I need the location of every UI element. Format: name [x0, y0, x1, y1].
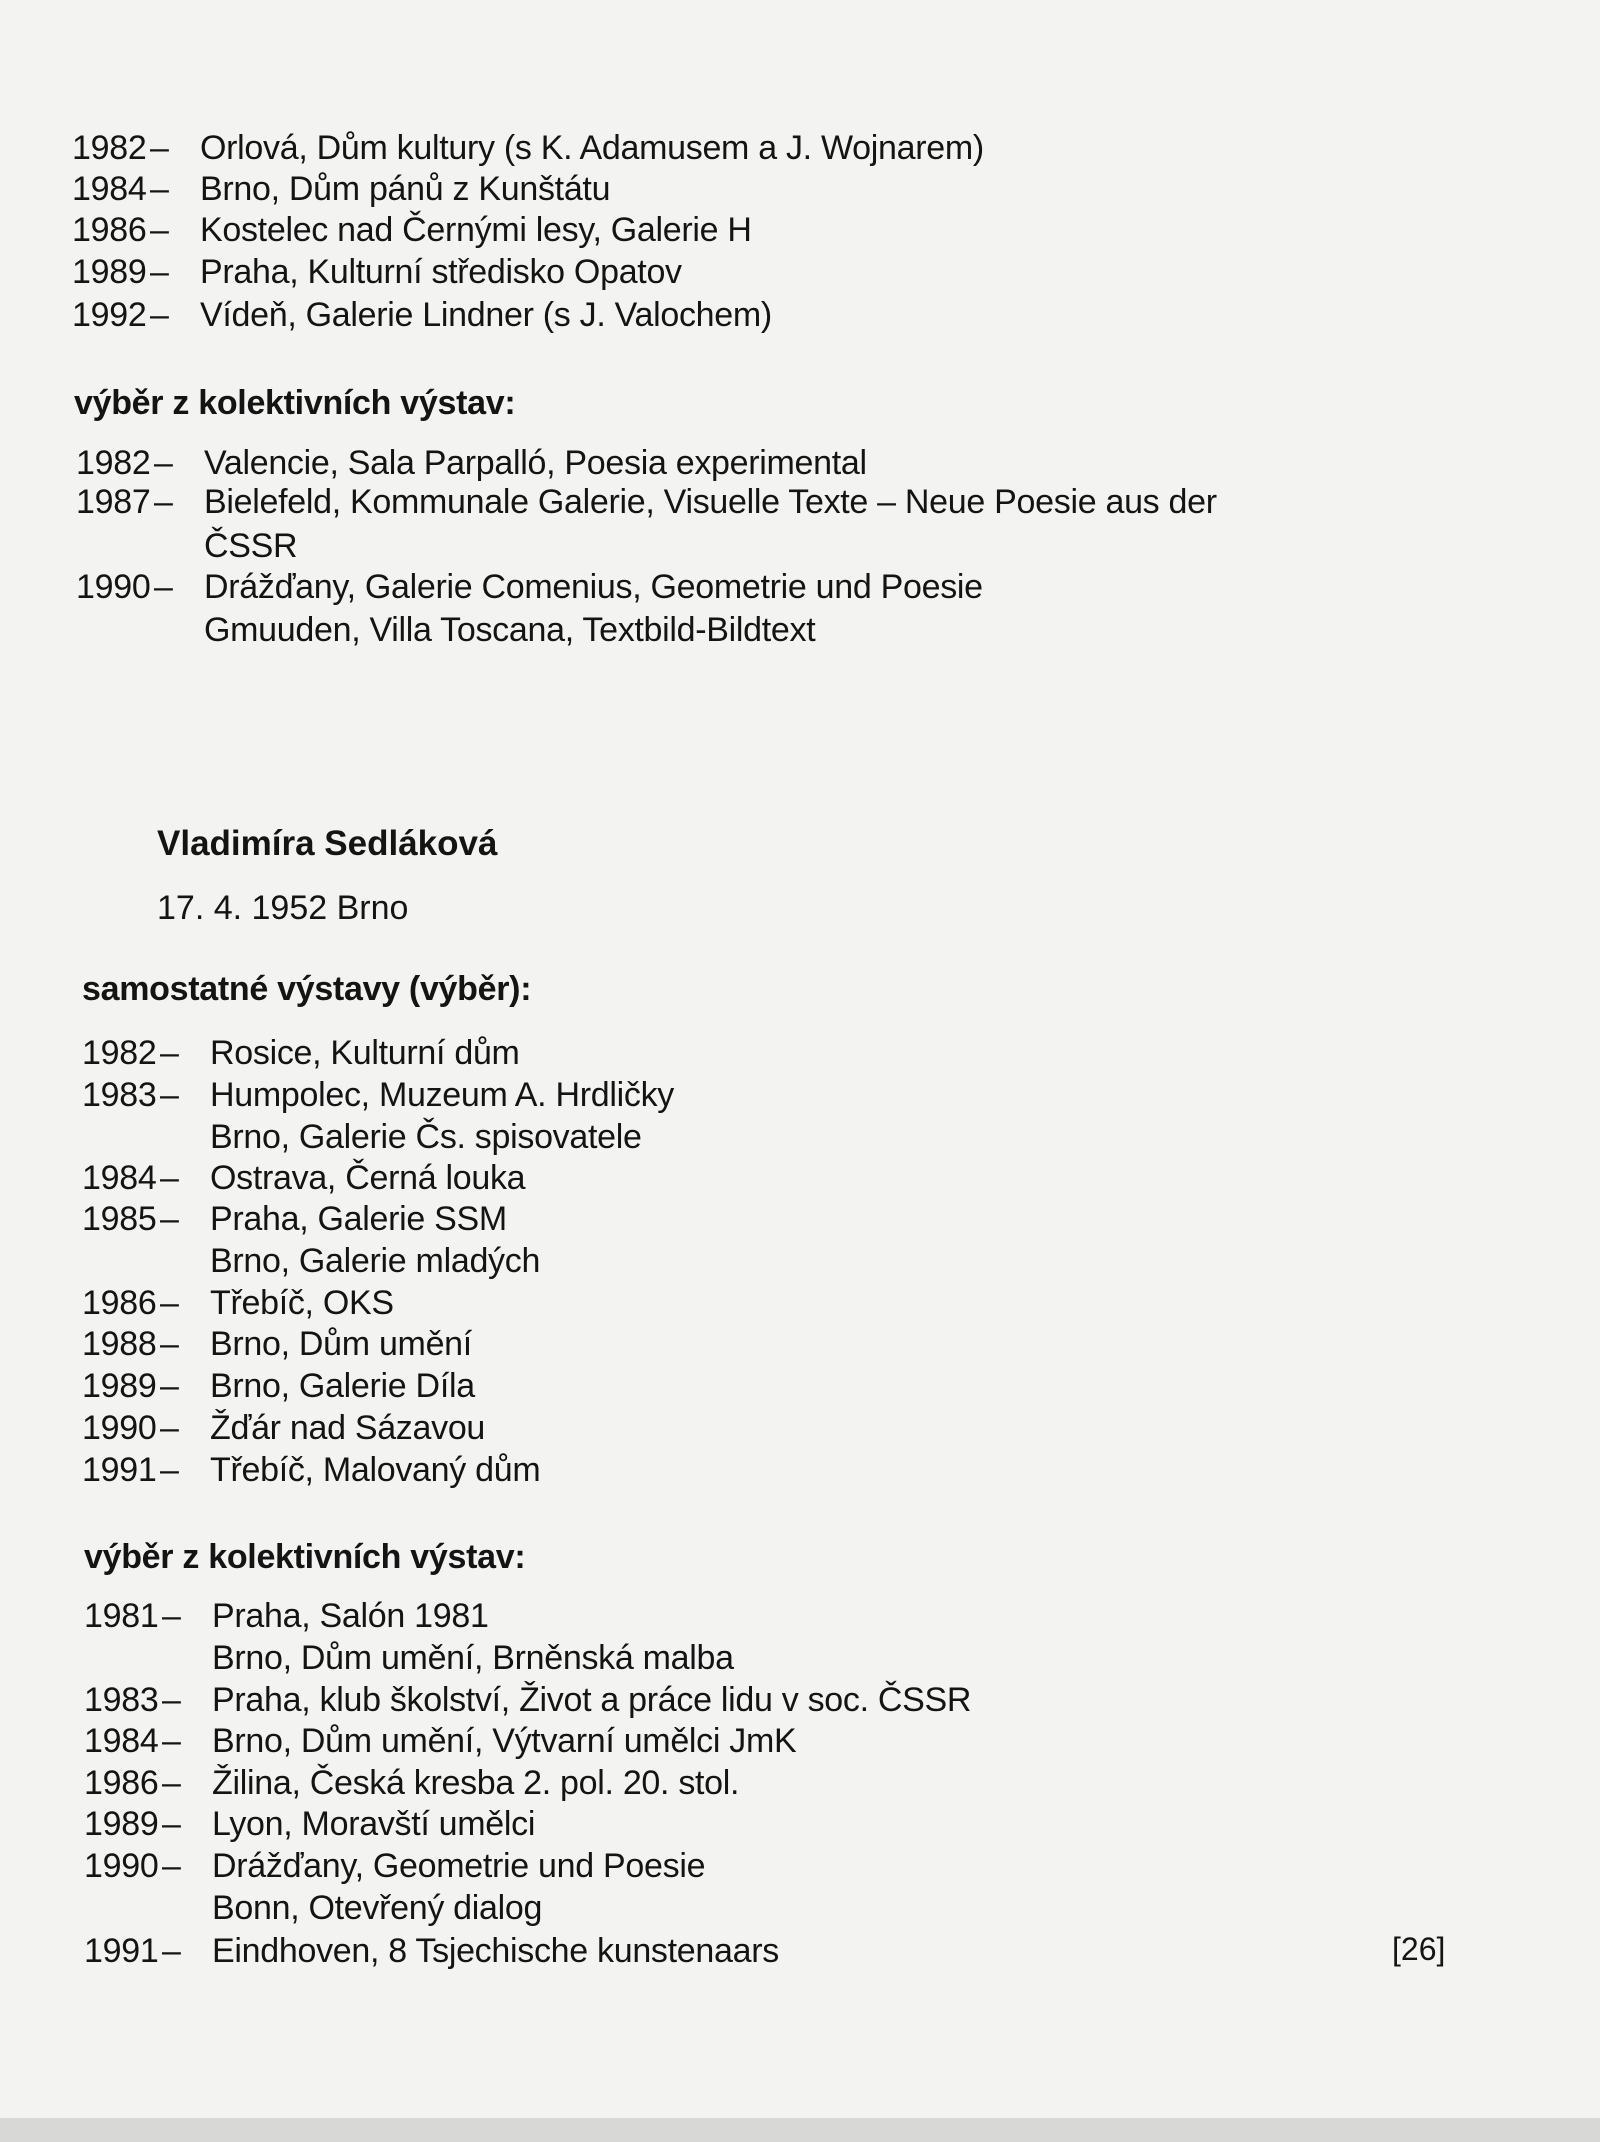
list-item: 1992 – Vídeň, Galerie Lindner (s J. Valochem) — [72, 296, 772, 334]
list-item: 1987 – Bielefeld, Kommunale Galerie, Visuelle Texte – Neue Poesie aus der — [76, 483, 1217, 521]
page-bottom-edge — [0, 2118, 1600, 2142]
list-item: 1981 – Praha, Salón 1981 — [84, 1597, 489, 1635]
list-item: 1989 – Praha, Kulturní středisko Opatov — [72, 253, 682, 291]
list-item: 1990 – Drážďany, Geometrie und Poesie — [84, 1847, 706, 1885]
list-item: 1990 – Žďár nad Sázavou — [82, 1409, 486, 1447]
list-item: 1983 – Humpolec, Muzeum A. Hrdličky — [82, 1076, 674, 1114]
list-item: 1989 – Lyon, Moravští umělci — [84, 1805, 536, 1843]
list-item: 1982 – Rosice, Kulturní dům — [82, 1034, 520, 1072]
list-item: 1982 – Orlová, Dům kultury (s K. Adamusem a J. Wojnarem) — [72, 129, 984, 167]
list-item: 1982 – Valencie, Sala Parpalló, Poesia experimental — [76, 444, 867, 482]
list-item: 1991 – Eindhoven, 8 Tsjechische kunstenaars — [84, 1932, 779, 1970]
list-item: 1988 – Brno, Dům umění — [82, 1325, 472, 1363]
list-item: 1985 – Praha, Galerie SSM — [82, 1200, 507, 1238]
list-item: 1991 – Třebíč, Malovaný dům — [82, 1451, 541, 1489]
list-item: 1986 – Kostelec nad Černými lesy, Galerie H — [72, 211, 752, 249]
list-item: 1984 – Brno, Dům pánů z Kunštátu — [72, 170, 611, 208]
page-number: [26] — [1392, 1931, 1446, 1967]
list-item: Brno, Galerie mladých — [210, 1242, 541, 1280]
list-item: 1986 – Třebíč, OKS — [82, 1284, 394, 1322]
list-item: 1984 – Brno, Dům umění, Výtvarní umělci JmK — [84, 1722, 797, 1760]
list-item: 1983 – Praha, klub školství, Život a práce lidu v soc. ČSSR — [84, 1681, 972, 1719]
list-item: ČSSR — [204, 527, 298, 565]
artist-birth: 17. 4. 1952 Brno — [157, 889, 409, 927]
list-item: 1989 – Brno, Galerie Díla — [82, 1367, 475, 1405]
list-item: Bonn, Otevřený dialog — [212, 1889, 543, 1927]
collective-heading-2: výběr z kolektivních výstav: — [84, 1538, 526, 1576]
list-item: Brno, Dům umění, Brněnská malba — [212, 1639, 734, 1677]
list-item: 1986 – Žilina, Česká kresba 2. pol. 20. stol. — [84, 1764, 740, 1802]
list-item: Brno, Galerie Čs. spisovatele — [210, 1118, 642, 1156]
artist-name: Vladimíra Sedláková — [157, 824, 498, 863]
solo-heading: samostatné výstavy (výběr): — [82, 970, 532, 1008]
list-item: 1990 – Drážďany, Galerie Comenius, Geometrie und Poesie — [76, 568, 983, 606]
list-item: 1984 – Ostrava, Černá louka — [82, 1159, 526, 1197]
list-item: Gmuuden, Villa Toscana, Textbild-Bildtext — [204, 611, 816, 649]
collective-heading-1: výběr z kolektivních výstav: — [74, 384, 516, 422]
